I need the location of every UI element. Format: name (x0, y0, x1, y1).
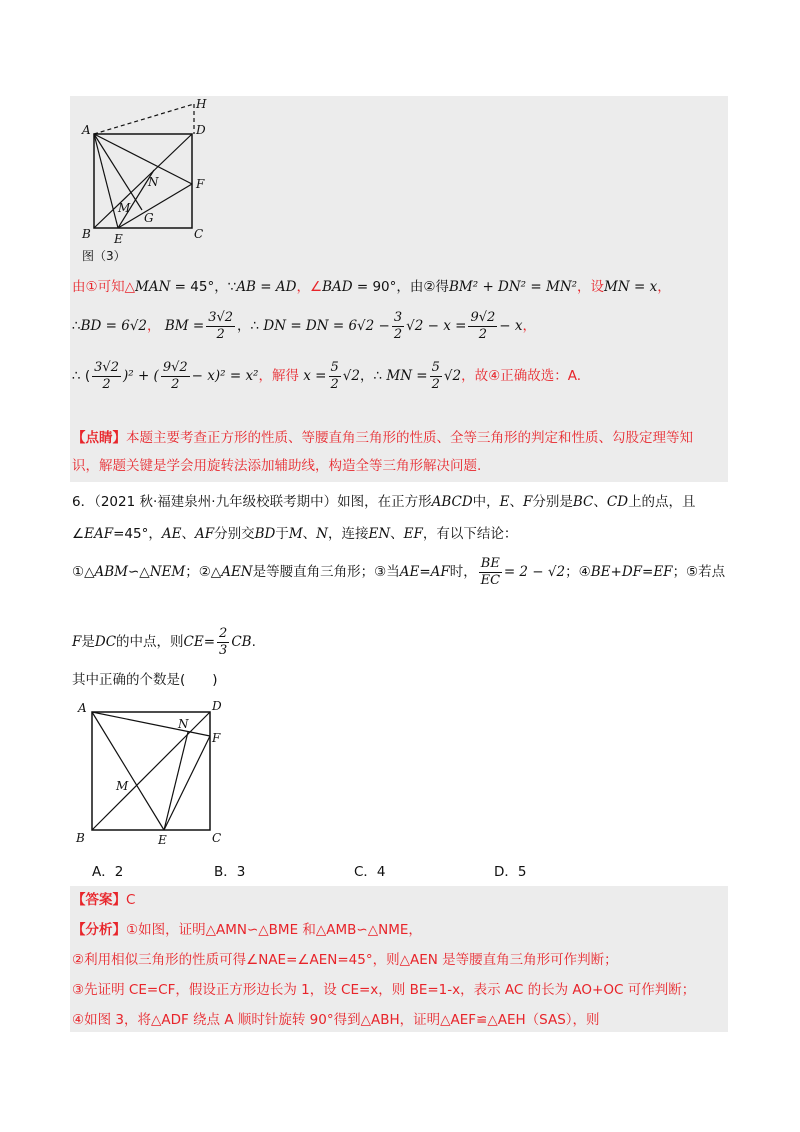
figure-q6 (70, 698, 230, 848)
answer-tag: 【答案】 (72, 892, 126, 908)
comment-tag: 【点睛】 (72, 430, 126, 446)
fig3-dashed-AH (94, 104, 194, 134)
math: BD (80, 318, 102, 334)
math: − x (499, 318, 523, 334)
text: 分别是 (532, 494, 573, 510)
fig6-label-D: D (212, 699, 222, 713)
text: 、 (181, 526, 195, 542)
math: EAF (84, 526, 114, 542)
solution-line-2 (72, 306, 536, 346)
fig3-label-G: G (144, 211, 154, 225)
math: AF (430, 564, 450, 580)
fig6-label-A: A (78, 701, 87, 715)
fig3-line-AE (94, 134, 118, 228)
frac (329, 360, 341, 393)
math: BD (254, 526, 276, 542)
math: EF (653, 564, 673, 580)
fig3-label-H: H (196, 98, 207, 111)
option-d: D．5 (494, 864, 527, 880)
fig6-label-M: M (116, 779, 129, 793)
text: ∽△ (128, 564, 150, 580)
fig3-label-B: B (82, 227, 91, 241)
text: 、 (593, 494, 607, 510)
math: AF (194, 526, 215, 542)
frac-num: 2 (219, 625, 228, 641)
math: BC (572, 494, 594, 510)
frac (392, 310, 404, 343)
math: N (316, 526, 328, 542)
text: 分别交 (214, 526, 255, 542)
solution-line-3 (72, 356, 581, 396)
text: + (610, 564, 622, 580)
math: AE (399, 564, 420, 580)
text: 中， (472, 494, 500, 510)
frac (468, 310, 497, 343)
frac-den: 2 (102, 376, 111, 392)
text: ∴ (72, 318, 81, 334)
frac-den: 2 (330, 376, 339, 392)
math: √2 (342, 368, 360, 384)
math: F (72, 634, 82, 650)
frac-num: 9√2 (470, 309, 496, 325)
frac-den: 2 (393, 326, 403, 342)
math: AE (161, 526, 182, 542)
frac-den: 2 (431, 376, 440, 392)
math: BE (590, 564, 611, 580)
text: ，解得 (258, 368, 299, 384)
text: ， (657, 279, 671, 295)
analysis-text: ③先证明 CE=CF，假设正方形边长为 1，设 CE=x，则 BE=1-x，表示 AC 的长为 AO+OC 可作判断； (72, 982, 696, 998)
math: AB = AD (236, 279, 297, 295)
answer-line (72, 890, 135, 910)
fig3-line-AF (94, 134, 192, 184)
frac-den: 2 (478, 326, 487, 342)
text: 是等腰直角三角形；③当 (252, 564, 400, 580)
text: 上的点，且 (628, 494, 696, 510)
comment-text: 本题主要考查正方形的性质、等腰直角三角形的性质、全等三角形的判定和性质、勾股定理等知 (126, 430, 693, 446)
text: ， (522, 318, 536, 334)
frac-den: 2 (216, 326, 225, 342)
fig3-label-M: M (118, 201, 131, 215)
math: BM² + DN² = MN² (449, 279, 578, 295)
fig3-line-AG (94, 134, 142, 210)
text: ，有以下结论： (422, 526, 518, 542)
math: AEN (221, 564, 253, 580)
frac-den: 2 (171, 376, 180, 392)
text: ；⑤若点 (672, 564, 726, 580)
math: CB (231, 634, 252, 650)
math: BAD (322, 279, 353, 295)
text: ，∴ (359, 368, 383, 384)
text: ， (147, 318, 161, 334)
fig6-label-N: N (178, 717, 189, 731)
frac (206, 310, 235, 343)
analysis-tag: 【分析】 (72, 922, 126, 938)
figure-3 (78, 98, 218, 266)
analysis-line-2 (72, 950, 618, 970)
text: 由①可知△ (72, 279, 135, 295)
option-a: A．2 (92, 864, 124, 880)
math: )² + ( (122, 368, 159, 384)
math: M (288, 526, 303, 542)
text: ，∠ (296, 279, 323, 295)
text: ①△ (72, 564, 95, 580)
math: EN (368, 526, 391, 542)
analysis-text: ④如图 3，将△ADF 绕点 A 顺时针旋转 90°得到△ABH，证明△AEF≌△AEH（SAS），则 (72, 1012, 600, 1028)
math: EF (403, 526, 423, 542)
text: 是 (81, 634, 95, 650)
comment-text: 识，解题关键是学会用旋转法添加辅助线，构造全等三角形解决问题. (72, 458, 482, 474)
text: 、 (509, 494, 524, 510)
frac (161, 360, 190, 393)
text: = (203, 634, 216, 650)
text: = (419, 564, 431, 580)
text: 、 (390, 526, 404, 542)
q6-line-2 (72, 524, 517, 544)
fig6-label-E: E (158, 833, 167, 847)
text: ，∴ (237, 318, 260, 334)
math: F (523, 494, 533, 510)
fig6-line-AE (92, 712, 164, 830)
frac-num: 5 (330, 359, 339, 375)
solution-line-1 (72, 277, 671, 297)
math: E (499, 494, 510, 510)
math: ABCD (431, 494, 473, 510)
fig6-line-AF (92, 712, 210, 736)
fig3-caption: 图（3） (82, 249, 126, 263)
frac-num: 3√2 (208, 309, 234, 325)
math: DN = DN = 6√2 − (263, 318, 390, 334)
text: . (251, 634, 256, 650)
math: − x)² = x² (191, 368, 259, 384)
text: ，故④正确故选：A. (461, 368, 582, 384)
comment-line-2 (72, 456, 481, 476)
text: ，设 (577, 279, 605, 295)
text: 、 (302, 526, 317, 542)
fig3-label-F: F (196, 177, 205, 191)
text: 的中点，则 (116, 634, 184, 650)
option-c: C．4 (354, 864, 386, 880)
fig3-label-A: A (82, 123, 91, 137)
analysis-text: ②利用相似三角形的性质可得∠NAE=∠AEN=45°，则△AEN 是等腰直角三角形可作判断； (72, 952, 618, 968)
q6-line-4 (72, 622, 256, 662)
text: = 45°，∵ (170, 279, 237, 295)
text: ∠ (72, 526, 85, 542)
option-b: B．3 (214, 864, 246, 880)
fig3-label-C: C (194, 227, 204, 241)
frac-num: 3√2 (94, 359, 119, 375)
math: NEM (149, 564, 186, 580)
fig6-line-EF (164, 736, 210, 830)
analysis-line-3 (72, 980, 695, 1000)
frac-num: BE (480, 555, 500, 571)
analysis-line-4 (72, 1010, 600, 1030)
math: MN = x (604, 279, 658, 295)
math: √2 (443, 368, 462, 384)
frac-num: 5 (431, 359, 440, 375)
math: DC (94, 634, 117, 650)
analysis-line-1 (72, 920, 422, 940)
text: = (642, 564, 654, 580)
math: MAN (135, 279, 171, 295)
math: BM = (164, 318, 205, 334)
math: DF (621, 564, 643, 580)
math: CD (606, 494, 629, 510)
text: ，连接 (327, 526, 369, 542)
text: ∴ ( (72, 368, 91, 384)
fig3-label-N: N (148, 175, 159, 189)
q6-line-5 (72, 670, 218, 690)
fig6-label-F: F (212, 731, 221, 745)
text: 于 (275, 526, 289, 542)
fig3-label-D: D (196, 123, 206, 137)
q6-line-3 (72, 552, 725, 592)
math: CE (183, 634, 204, 650)
frac-num: 9√2 (162, 359, 188, 375)
frac-den: 3 (219, 642, 228, 658)
math: MN = (386, 368, 428, 384)
fig6-label-B: B (76, 831, 85, 845)
math: √2 − x = (406, 318, 467, 334)
text: 时， (449, 564, 477, 580)
math: ABM (94, 564, 128, 580)
comment-line-1 (72, 428, 693, 448)
text: 6．（2021 秋·福建泉州·九年级校联考期中）如图，在正方形 (72, 494, 432, 510)
text: 其中正确的个数是( ) (72, 672, 218, 688)
text: ；②△ (185, 564, 222, 580)
math: = 6√2 (101, 318, 148, 334)
fig3-label-E: E (114, 232, 123, 246)
text: ；④ (565, 564, 591, 580)
q6-line-1 (72, 492, 696, 512)
frac (430, 360, 442, 393)
frac (92, 360, 121, 393)
frac-num: 3 (393, 309, 403, 325)
frac (479, 556, 502, 589)
math: x = (303, 368, 327, 384)
math: = 2 − √2 (503, 564, 566, 580)
frac (217, 626, 229, 659)
analysis-text: ①如图，证明△AMN∽△BME 和△AMB∽△NME， (126, 922, 422, 938)
fig3-diag-BD (94, 134, 192, 228)
answer-value: C (126, 892, 136, 908)
frac-den: EC (480, 572, 501, 588)
text: = 90°，由②得 (352, 279, 449, 295)
fig6-label-C: C (212, 831, 222, 845)
text: =45°， (113, 526, 162, 542)
